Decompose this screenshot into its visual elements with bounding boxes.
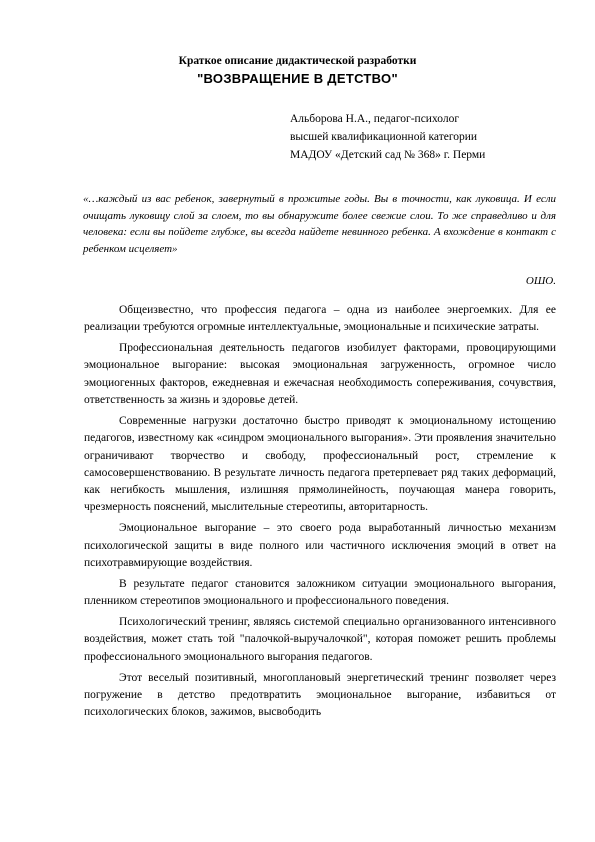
author-block [290,110,485,164]
document-subtitle: "ВОЗВРАЩЕНИЕ В ДЕТСТВО" [197,71,398,86]
author-name: Альборова Н.А., педагог-психолог [290,113,460,125]
paragraph: Общеизвестно, что профессия педагога – одна из наиболее энергоемких. Для ее реализации требуются огромные интеллектуальные, эмоциональные и психические затраты. [84,304,556,334]
author-qualification: высшей квалификационной категории [290,131,478,143]
epigraph-author: ОШО. [525,275,556,287]
body-text [84,302,556,725]
epigraph-text: «…каждый из вас ребенок, завернутый в прожитые годы. Вы в точности, как луковица. И если очищать луковицу слой за слоем, то вы обнаружите более свежие слои. То же справедливо и для человека: если вы пойдете глубже, вы всегда найдете невинного ребенка. А вхождение в контакт с ребенком исцеляет» [83,193,556,255]
paragraph: Современные нагрузки достаточно быстро приводят к эмоциональному истощению педагогов, известному как «синдром эмоционального выгорания». Эти проявления значительно ограничивают творчество и свободу, профессиональный рост, стремление к самосовершенствованию. В результате личность педагога претерпевает ряд таких деформаций, как негибкость мышления, излишняя прямолинейность, поучающая манера говорить, чрезмерность пояснений, мыслительные стереотипы, авторитарность. [84,414,556,514]
author-organization: МАДОУ «Детский сад № 368» г. Перми [290,149,486,161]
paragraph: Эмоциональное выгорание – это своего рода выработанный личностью механизм психологической защиты в виде полного или частичного исключения эмоций в ответ на психотравмирующие воздействия. [84,522,556,569]
paragraph: В результате педагог становится заложником ситуации эмоционального выгорания, пленником стереотипов эмоционального и профессионального поведения. [84,577,556,608]
paragraph: Психологический тренинг, являясь системой специально организованного интенсивного воздействия, может стать той "палочкой-выручалочкой", которая поможет решить проблемы профессионального эмоционального выгорания педагогов. [84,616,556,663]
document-title: Краткое описание дидактической разработки [178,55,417,67]
paragraph: Профессиональная деятельность педагогов изобилует факторами, провоцирующими эмоциональное выгорание: высокая эмоциональная загруженность, огромное число эмоциогенных факторов, ежедневная и ежечасная необходимость сопереживания, сочувствия, ответственность за жизнь и здоровье детей. [84,342,556,407]
paragraph: Этот веселый позитивный, многоплановый энергетический тренинг позволяет через погружение в детство предотвратить эмоциональное выгорание, избавиться от психологических блоков, зажимов, высвободить [84,671,556,719]
